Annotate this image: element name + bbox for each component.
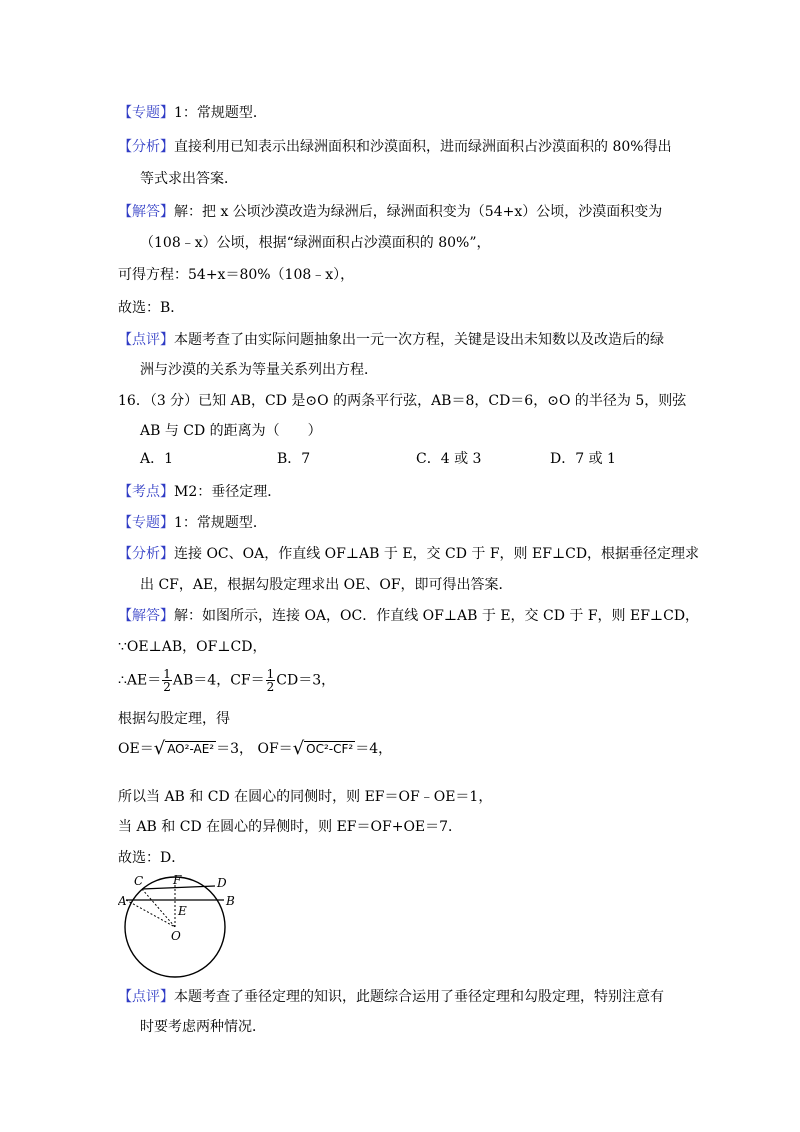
q16-topic — [118, 516, 267, 530]
analysis-tag: 【分析】 — [118, 139, 174, 155]
q16-analysis-cont: 出 CF，AE，根据勾股定理求出 OE、OF，即可得出答案． — [140, 577, 513, 593]
label-a: A — [118, 894, 127, 908]
comment-tag: 【点评】 — [118, 989, 174, 1005]
option-a: A．1 — [140, 451, 174, 467]
topic-text: 1：常规题型． — [174, 515, 267, 531]
q16-because: ∵OE⊥AB，OF⊥CD， — [118, 639, 267, 655]
answer-text: 解：如图所示，连接 OA，OC．作直线 OF⊥AB 于 E，交 CD 于 F，则 EF⊥CD， — [174, 608, 700, 624]
answer-text: 解：把 x 公顷沙漠改造为绿洲后，绿洲面积变为（54+x）公顷，沙漠面积变为 — [174, 204, 663, 220]
frac-num: 1 — [266, 667, 275, 681]
q16-comment-cont: 时要考虑两种情况． — [140, 1019, 266, 1035]
oe-post: ＝3， — [216, 741, 254, 757]
label-e: E — [178, 904, 187, 918]
circle-figure — [118, 872, 248, 982]
comment-text: 本题考查了由实际问题抽象出一元一次方程，关键是设出未知数以及改造后的绿 — [174, 332, 664, 348]
label-d: D — [217, 876, 227, 890]
of-pre: OF＝ — [257, 741, 293, 757]
label-b: B — [226, 894, 235, 908]
so-pre: ∴AE＝ — [118, 672, 162, 689]
q16-pythag: 根据勾股定理，得 — [118, 711, 230, 727]
radical-icon: √ — [153, 738, 166, 759]
analysis-text: 连接 OC、OA，作直线 OF⊥AB 于 E，交 CD 于 F，则 EF⊥CD，根据垂径定理求 — [174, 546, 700, 562]
sqrt-oe — [154, 740, 216, 758]
sqrt-of — [293, 740, 356, 758]
so-mid: AB＝4，CF＝ — [172, 672, 265, 689]
radical-icon: √ — [292, 738, 305, 759]
so-post: CD＝3， — [276, 672, 336, 689]
q16-roots-line — [118, 740, 392, 758]
analysis-tag: 【分析】 — [118, 546, 174, 562]
segment-oa — [126, 900, 175, 927]
fraction-half-2 — [266, 668, 276, 693]
q16-so-line — [118, 668, 335, 693]
answer-tag: 【解答】 — [118, 204, 174, 220]
q16-stem-cont: AB 与 CD 的距离为（ ） — [140, 423, 322, 439]
q16-answer — [118, 609, 699, 623]
q16-case-diff: 当 AB 和 CD 在圆心的异侧时，则 EF＝OF+OE＝7． — [118, 819, 463, 835]
oe-radicand: AO²-AE² — [167, 742, 215, 756]
answer-tag: 【解答】 — [118, 608, 174, 624]
prev-comment — [118, 333, 664, 347]
frac-num: 1 — [163, 667, 171, 681]
label-c: C — [134, 874, 144, 888]
frac-den: 2 — [163, 680, 171, 694]
comment-text: 本题考查了垂径定理的知识，此题综合运用了垂径定理和勾股定理，特别注意有 — [174, 989, 664, 1005]
q16-point — [118, 485, 281, 499]
point-tag: 【考点】 — [118, 484, 174, 500]
prev-analysis-cont: 等式求出答案． — [140, 171, 238, 187]
topic-text: 1：常规题型． — [174, 105, 267, 121]
q16-stem: 16．（3 分）已知 AB，CD 是⊙O 的两条平行弦，AB＝8，CD＝6，⊙O 的半径为 5，则弦 — [118, 393, 687, 409]
point-text: M2：垂径定理． — [174, 484, 282, 500]
option-d: D．7 或 1 — [550, 451, 616, 467]
q16-analysis — [118, 547, 699, 561]
topic-tag: 【专题】 — [118, 515, 174, 531]
q16-case-same: 所以当 AB 和 CD 在圆心的同侧时，则 EF＝OF﹣OE＝1， — [118, 789, 493, 805]
fraction-half — [162, 668, 172, 693]
prev-comment-cont: 洲与沙漠的关系为等量关系列出方程． — [140, 362, 378, 378]
segment-oc — [142, 889, 175, 927]
q16-choice: 故选：D． — [118, 850, 186, 866]
frac-den: 2 — [266, 680, 275, 694]
option-b: B．7 — [277, 451, 311, 467]
analysis-text: 直接利用已知表示出绿洲面积和沙漠面积，进而绿洲面积占沙漠面积的 80%得出 — [174, 139, 672, 155]
of-post: ＝4， — [355, 741, 393, 757]
q16-comment — [118, 990, 664, 1004]
label-f: F — [173, 873, 182, 887]
oe-pre: OE＝ — [118, 741, 154, 757]
label-o: O — [171, 929, 181, 943]
option-c: C．4 或 3 — [416, 451, 482, 467]
of-radicand: OC²-CF² — [306, 742, 354, 756]
prev-equation: 可得方程：54+x＝80%（108﹣x）， — [118, 267, 355, 283]
prev-topic — [118, 106, 267, 120]
topic-tag: 【专题】 — [118, 105, 174, 121]
prev-answer-cont: （108﹣x）公顷，根据“绿洲面积占沙漠面积的 80%”， — [140, 235, 491, 251]
prev-answer — [118, 205, 662, 219]
prev-choice: 故选：B． — [118, 300, 185, 316]
comment-tag: 【点评】 — [118, 332, 174, 348]
prev-analysis — [118, 140, 672, 154]
